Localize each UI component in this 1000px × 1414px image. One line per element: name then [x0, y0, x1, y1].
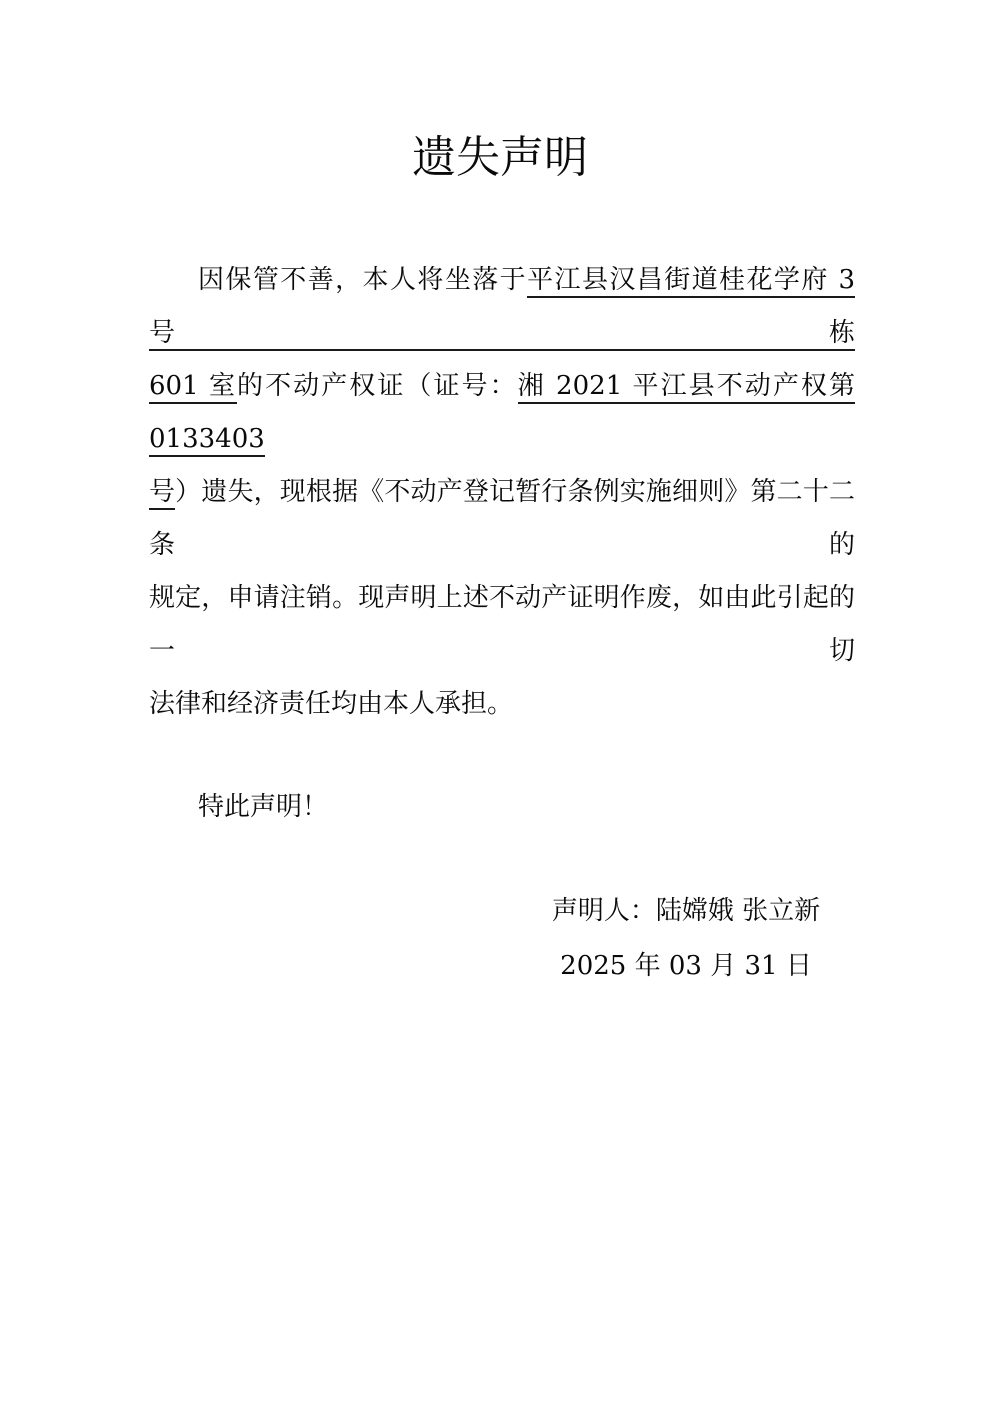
- body-text: ）遗失，现根据《不动产登记暂行条例实施细则》第二十二条的: [149, 477, 855, 560]
- underlined-certificate-number-tail-text: 号: [149, 477, 175, 510]
- body-line-3: [149, 466, 855, 572]
- underlined-address-text: 平江县汉昌街道桂花学府 3 号栋: [149, 265, 855, 351]
- signature-block: [486, 884, 886, 994]
- body-text: 规定，申请注销。现声明上述不动产证明作废，如由此引起的一切: [149, 583, 855, 666]
- body-line-4: [149, 572, 855, 678]
- declaration-body-paragraph: [149, 254, 855, 731]
- closing-statement: 特此声明！: [198, 792, 329, 822]
- document-title: 遗失声明: [412, 132, 588, 183]
- body-line-5: [149, 678, 855, 731]
- underlined-certificate-number-text: 湘 2021 平江县不动产权第 0133403: [149, 371, 855, 457]
- body-text: 因保管不善，本人将坐落于: [198, 265, 528, 295]
- declaration-date: 2025 年 03 月 31 日: [560, 951, 812, 981]
- declarant-label: 声明人：: [551, 896, 656, 926]
- declarant-names: 陆嫦娥 张立新: [655, 896, 821, 926]
- underlined-room-number-text: 601 室: [149, 371, 237, 404]
- body-text: 法律和经济责任均由本人承担。: [149, 689, 514, 719]
- body-line-1: [149, 254, 855, 360]
- body-text: 的不动产权证（证号：: [237, 371, 518, 401]
- body-line-2: [149, 360, 855, 466]
- declarant-line: [486, 884, 886, 939]
